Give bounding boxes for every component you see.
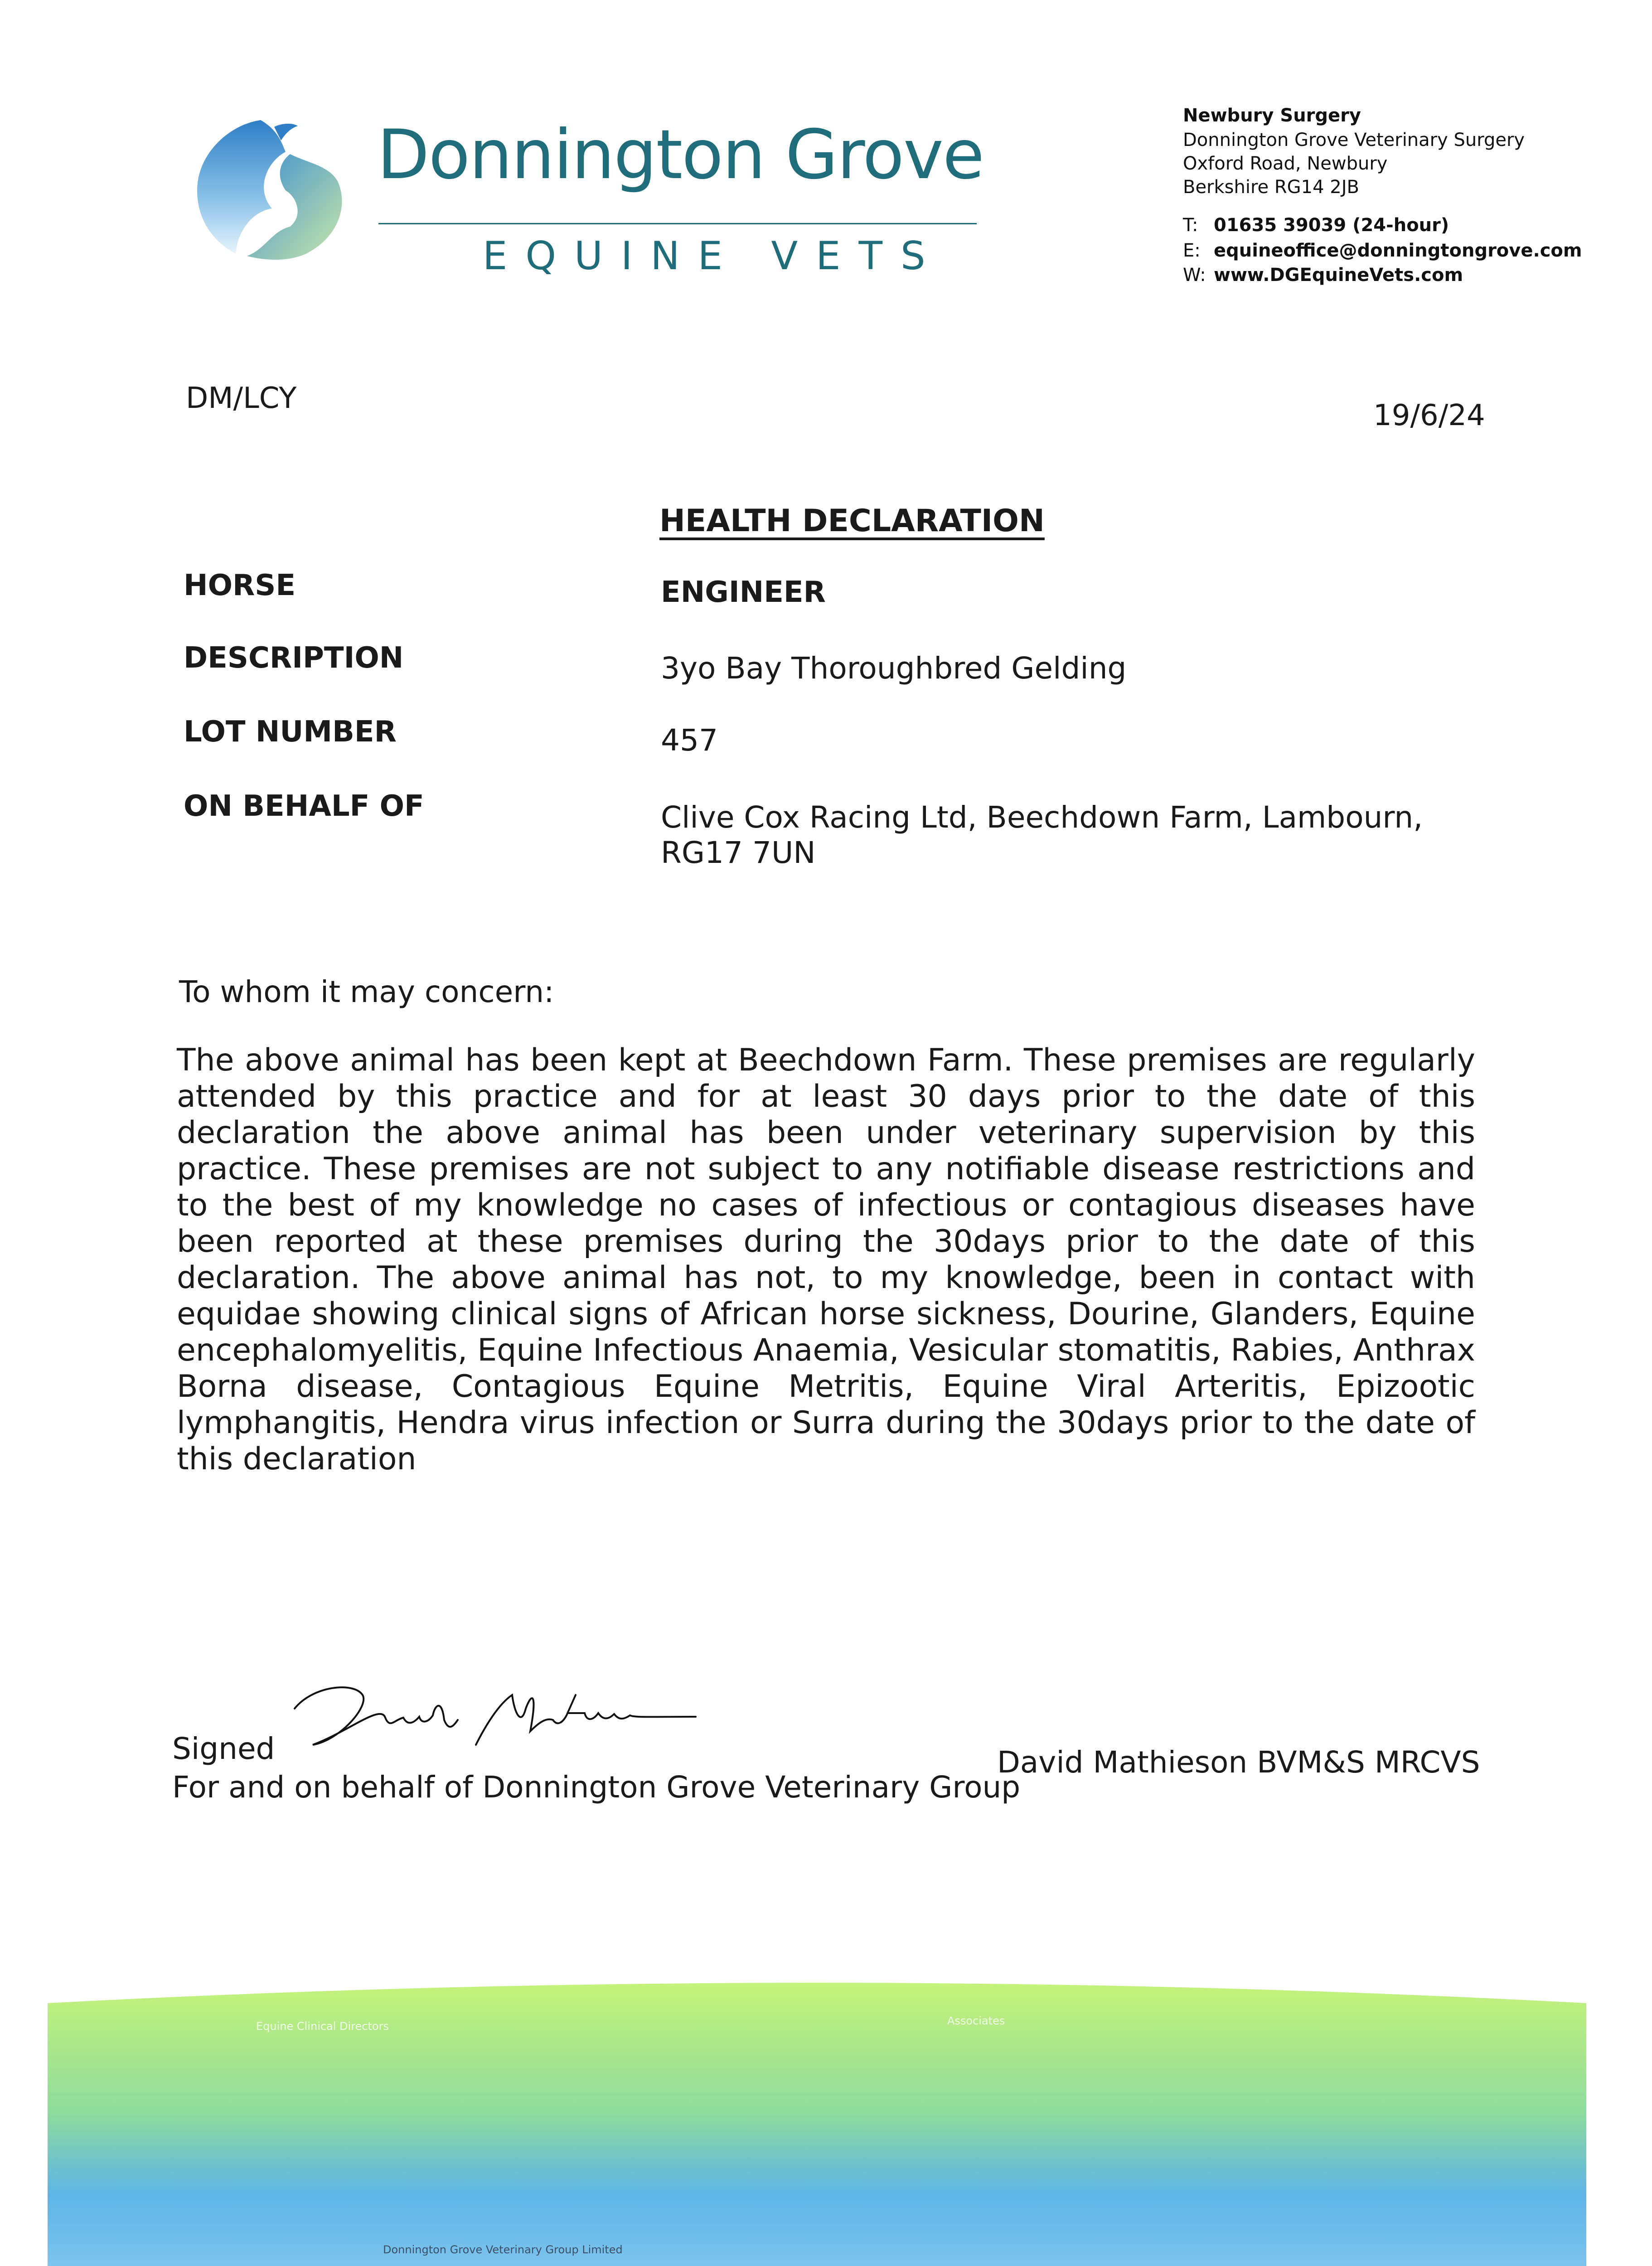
website-url: www.DGEquineVets.com [1214, 265, 1463, 286]
brand-name: Donnington Grove [377, 116, 984, 194]
handwritten-signature [286, 1677, 702, 1754]
footer-company-name: Donnington Grove Veterinary Group Limited [383, 2243, 623, 2256]
on-behalf-of-value: Clive Cox Racing Ltd, Beechdown Farm, Lambourn, [661, 800, 1423, 835]
on-behalf-of-value-postcode: RG17 7UN [661, 835, 816, 870]
website-row [1183, 265, 1463, 286]
equine-vets-logo-icon [193, 113, 356, 263]
declaration-body: The above animal has been kept at Beechdown Farm. These premises are regularly attended by this practice and for at least 30 days prior to the date of this declaration the above animal has been under veterinary supervision by this practice. These premises are not subject to any notifiable disease restrictions and to the best of my knowledge no cases of infectious or contagious diseases have been reported at these premises during the 30days prior to the date of this declaration. The above animal has not, to my knowledge, been in contact with equidae showing clinical signs of African horse sickness, Dourine, Glanders, Equine encephalomyelitis, Equine Infectious Anaemia, Vesicular stomatitis, Rabies, Anthrax Borna disease, Contagious Equine Metritis, Equine Viral Arteritis, Epizootic lymphangitis, Hendra virus infection or Surra during the 30days prior to the date of this declaration [177, 1042, 1475, 1477]
footer-band [48, 1971, 1586, 2266]
letter-date: 19/6/24 [1373, 399, 1485, 432]
email-address: equineoffice@donningtongrove.com [1214, 240, 1582, 261]
description-label: DESCRIPTION [184, 641, 404, 675]
footer-associates-heading: Associates [947, 2014, 1005, 2027]
address-line: Oxford Road, Newbury [1183, 153, 1388, 174]
telephone-row [1183, 215, 1449, 236]
address-line: Donnington Grove Veterinary Surgery [1183, 130, 1525, 150]
lot-number-value: 457 [661, 723, 718, 758]
reference-code: DM/LCY [186, 382, 297, 415]
lot-number-label: LOT NUMBER [184, 715, 397, 749]
surgery-title: Newbury Surgery [1183, 105, 1361, 126]
horse-value: ENGINEER [661, 576, 826, 609]
brand-subtitle: EQUINE VETS [483, 233, 944, 279]
on-behalf-of-label: ON BEHALF OF [184, 789, 424, 823]
website-label: W: [1183, 265, 1206, 286]
footer-gradient-graphic [48, 1971, 1586, 2266]
telephone-label: T: [1183, 215, 1198, 236]
horse-label: HORSE [184, 569, 296, 602]
description-value: 3yo Bay Thoroughbred Gelding [661, 651, 1127, 686]
on-behalf-line: For and on behalf of Donnington Grove Veterinary Group [172, 1770, 1021, 1805]
signed-label: Signed [172, 1731, 275, 1766]
document-title: HEALTH DECLARATION [659, 503, 1045, 539]
footer-directors-heading: Equine Clinical Directors [256, 2020, 389, 2033]
salutation: To whom it may concern: [179, 974, 554, 1009]
telephone-number: 01635 39039 (24-hour) [1214, 215, 1449, 236]
email-row [1183, 240, 1582, 261]
address-line: Berkshire RG14 2JB [1183, 177, 1359, 198]
email-label: E: [1183, 240, 1201, 261]
brand-divider [378, 223, 977, 224]
signer-name: David Mathieson BVM&S MRCVS [997, 1745, 1480, 1780]
